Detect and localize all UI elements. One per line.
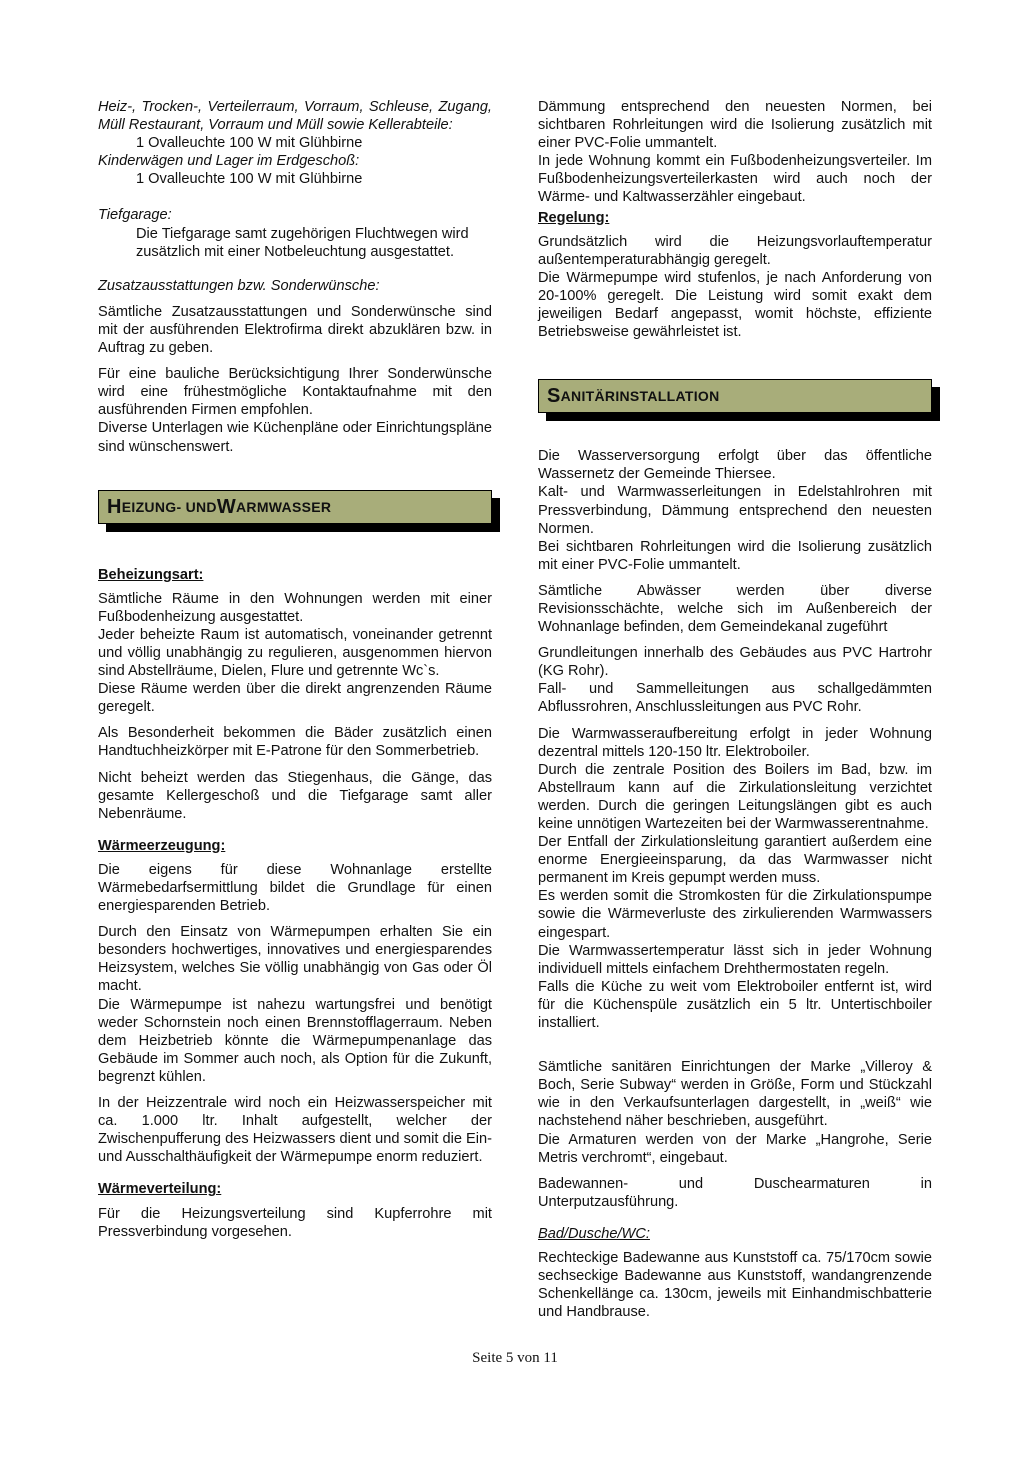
paragraph: Nicht beheizt werden das Stiegenhaus, die Gänge, das gesamte Kellergeschoß und die Tiefgarage samt aller Nebenräume. (98, 769, 492, 822)
subheading: Wärmeerzeugung: (98, 837, 226, 854)
subheading: Wärmeverteilung: (98, 1181, 222, 1198)
paragraph: Dämmung entsprechend den neuesten Normen, bei sichtbaren Rohrleitungen wird die Isolierung zusätzlich mit einer PVC-Folie ummantelt. (538, 99, 932, 152)
right-column (538, 98, 932, 1321)
heading-text: ARMWASSER (236, 498, 332, 515)
subheading: Regelung: (538, 209, 610, 226)
heading-initial: H (107, 495, 122, 518)
paragraph: Durch den Einsatz von Wärmepumpen erhalten Sie ein besonders hochwertiges, innovatives und energiesparendes Heizsystem, welches Sie völlig unabhängig von Gas oder Öl macht. (98, 924, 492, 995)
paragraph: Die eigens für diese Wohnanlage erstellte Wärmebedarfsermittlung bildet die Grundlage für einen energiesparenden Betrieb. (98, 861, 492, 915)
subheading: Beheizungsart: (98, 566, 204, 583)
paragraph: Die Warmwasseraufbereitung erfolgt in jeder Wohnung dezentral mittels 120-150 ltr. Elektroboiler. (538, 725, 932, 760)
left-column (98, 98, 492, 1241)
heading-box (98, 490, 492, 524)
paragraph: Die Warmwassertemperatur lässt sich in jeder Wohnung individuell mittels einfachem Drehthermostaten regeln. (538, 942, 932, 977)
paragraph: Für die Heizungsverteilung sind Kupferrohre mit Pressverbindung vorgesehen. (98, 1205, 492, 1240)
paragraph: Tiefgarage: (98, 207, 172, 224)
paragraph: Jeder beheizte Raum ist automatisch, voneinander getrennt und völlig unabhängig zu regulieren, ausgenommen hiervon sind Abstellräume, Dielen, Flure und getrennte Wc`s. (98, 626, 492, 680)
paragraph: Grundleitungen innerhalb des Gebäudes aus PVC Hartrohr (KG Rohr). (538, 645, 932, 680)
paragraph: Sämtliche Zusatzausstattungen und Sonderwünsche sind mit der ausführenden Elektrofirma direkt abzuklären bzw. in Auftrag zu geben. (98, 303, 492, 357)
section-heading-sanitaer (538, 379, 932, 413)
paragraph: Die Wasserversorgung erfolgt über das öffentliche Wassernetz der Gemeinde Thiersee. (538, 448, 932, 483)
list-item: 1 Ovalleuchte 100 W mit Glühbirne (136, 135, 363, 152)
paragraph: Rechteckige Badewanne aus Kunststoff ca. 75/170cm sowie sechseckige Badewanne aus Kunststoff, wandangrenzende Schenkellänge ca. 130cm, jeweils mit Einhandmischbatterie und Handbrause. (538, 1249, 932, 1321)
paragraph: Grundsätzlich wird die Heizungsvorlauftemperatur außentemperaturabhängig geregelt. (538, 233, 932, 268)
paragraph: Sämtliche Räume in den Wohnungen werden mit einer Fußbodenheizung ausgestattet. (98, 590, 492, 625)
section-heading-heizung (98, 490, 492, 524)
paragraph: Durch die zentrale Position des Boilers im Bad, bzw. im Abstellraum kann auf die Zirkulationsleitung verzichtet werden. Durch die geringen Leitungslängen gibt es auch keine unnötigen Wartezeiten bei der Warmwasserentnahme. (538, 761, 932, 832)
paragraph: Fall- und Sammelleitungen aus schallgedämmten Abflussrohren, Anschlussleitungen aus PVC Rohr. (538, 681, 932, 716)
paragraph: In jede Wohnung kommt ein Fußbodenheizungsverteiler. Im Fußbodenheizungsverteilerkasten wird auch noch der Wärme- und Kaltwasserzähler eingebaut. (538, 153, 932, 206)
paragraph: Der Entfall der Zirkulationsleitung garantiert außerdem eine enorme Energieeinsparung, da das Warmwasser nicht permanent im Kreis gepumpt werden muss. (538, 834, 932, 887)
paragraph: Die Tiefgarage samt zugehörigen Fluchtwegen wird zusätzlich mit einer Notbeleuchtung ausgestattet. (136, 225, 469, 260)
heading-box (538, 379, 932, 413)
paragraph: Falls die Küche zu weit vom Elektroboiler entfernt ist, wird für die Küchenspüle zusätzlich ein 5 ltr. Untertischboiler installiert. (538, 978, 932, 1032)
paragraph: Diese Räume werden über die direkt angrenzenden Räume geregelt. (98, 681, 492, 716)
paragraph: Die Armaturen werden von der Marke „Hangrohe, Serie Metris verchromt“, eingebaut. (538, 1131, 932, 1166)
paragraph: Für eine bauliche Berücksichtigung Ihrer Sonderwünsche wird eine frühestmögliche Kontaktaufnahme mit den ausführenden Firmen empfohlen. (98, 366, 492, 419)
paragraph: Bei sichtbaren Rohrleitungen wird die Isolierung zusätzlich mit einer PVC-Folie ummantelt. (538, 538, 932, 573)
page-number: Seite 5 von 11 (472, 1350, 558, 1366)
paragraph: Kalt- und Warmwasserleitungen in Edelstahlrohren mit Pressverbindung, Dämmung entsprechend den neuesten Normen. (538, 484, 932, 537)
paragraph: Zusatzausstattungen bzw. Sonderwünsche: (98, 277, 380, 294)
list-item: 1 Ovalleuchte 100 W mit Glühbirne (136, 171, 363, 188)
paragraph: Kinderwägen und Lager im Erdgeschoß: (98, 153, 360, 170)
heading-initial: S (547, 385, 561, 408)
paragraph: Als Besonderheit bekommen die Bäder zusätzlich einen Handtuchheizkörper mit E-Patrone für den Sommerbetrieb. (98, 725, 492, 760)
paragraph: Die Wärmepumpe wird stufenlos, je nach Anforderung von 20-100% geregelt. Die Leistung wird somit exakt dem jeweiligen Bedarf angepasst, womit höchste, effiziente Betriebsweise gewährleistet ist. (538, 269, 932, 341)
paragraph: In der Heizzentrale wird noch ein Heizwasserspeicher mit ca. 1.000 ltr. Inhalt aufgestellt, welcher der Zwischenpufferung des Heizwassers dient und somit die Ein- und Ausschalthäufigkeit der Wärmepumpe enorm reduziert. (98, 1095, 492, 1166)
paragraph: Sämtliche Abwässer werden über diverse Revisionsschächte, welche sich im Außenbereich der Wohnanlage befinden, dem Gemeindekanal zugeführt (538, 582, 932, 636)
paragraph: Sämtliche sanitären Einrichtungen der Marke „Villeroy & Boch, Serie Subway“ werden in Größe, Form und Stückzahl wie in den Verkaufsunterlagen dargestellt, in „weiß“ wie nachstehend näher beschrieben, ausgeführt. (538, 1059, 932, 1130)
heading-initial: W (216, 495, 237, 518)
paragraph: Diverse Unterlagen wie Küchenpläne oder Einrichtungspläne sind wünschenswert. (98, 420, 492, 455)
paragraph: Die Wärmepumpe ist nahezu wartungsfrei und benötigt weder Schornstein noch einen Brennstofflagerraum. Neben dem Heizbetrieb könnte die Wärmepumpenanlage das Gebäude im Sommer auch noch, als Option für die Zukunft, begrenzt kühlen. (98, 996, 492, 1085)
subheading: Bad/Dusche/WC: (538, 1225, 650, 1242)
heading-text: ANITÄRINSTALLATION (560, 388, 720, 405)
paragraph: Heiz-, Trocken-, Verteilerraum, Vorraum, Schleuse, Zugang, Müll Restaurant, Vorraum und Müll sowie Kellerabteile: (98, 99, 492, 134)
paragraph: Es werden somit die Stromkosten für die Zirkulationspumpe sowie die Wärmeverluste des zirkulierenden Warmwassers eingespart. (538, 888, 932, 941)
heading-text: EIZUNG- UND (121, 498, 217, 515)
paragraph: Badewannen- und Duschearmaturen in Unterputzausführung. (538, 1175, 932, 1210)
